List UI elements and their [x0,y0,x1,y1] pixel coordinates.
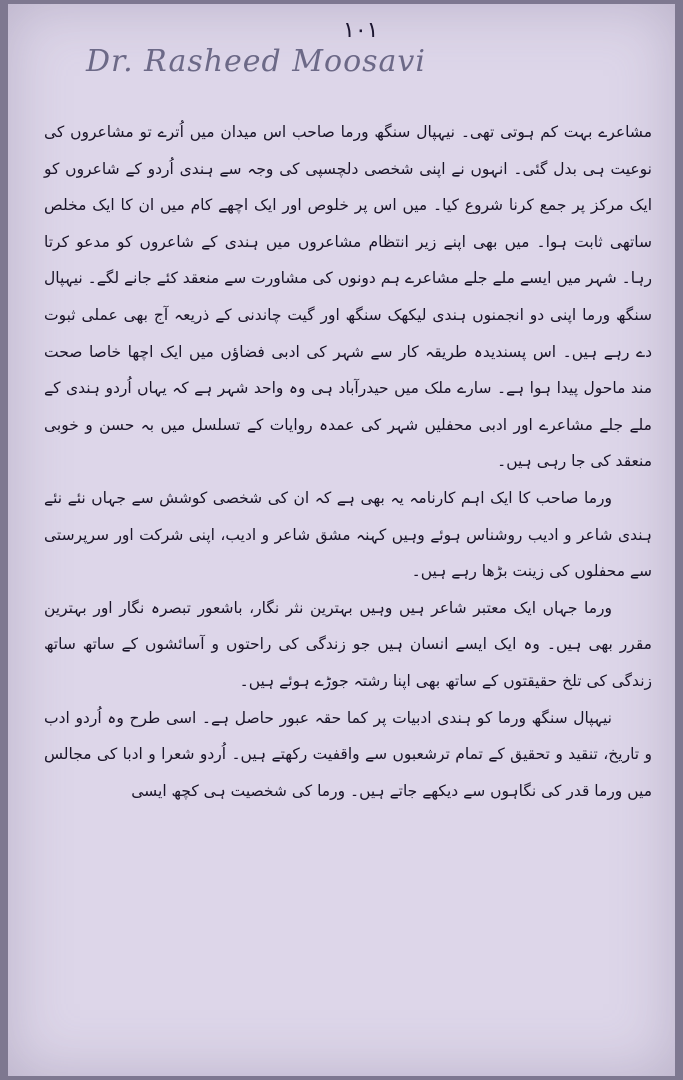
paragraph: ورما جہاں ایک معتبر شاعر ہیں وہیں بہترین نثر نگار، باشعور تبصرہ نگار اور بہترین مقرر بھی ہیں۔ وہ ایک ایسے انسان ہیں جو زندگی کی راحتوں و آسائشوں کے ساتھ ساتھ زندگی کی تلخ حقیقتوں کے ساتھ بھی اپنا رشتہ جوڑے ہوئے ہیں۔ [44,598,652,690]
body-text [44,114,652,809]
owner-stamp: Dr. Rasheed Moosavi [86,44,426,79]
paragraph: مشاعرے بہت کم ہوتی تھی۔ نیہپال سنگھ ورما صاحب اس میدان میں اُترے تو مشاعروں کی نوعیت ہی بدل گئی۔ انہوں نے اپنی شخصی دلچسپی کی وجہ سے ہندی اُردو کے شاعروں کو ایک مرکز پر جمع کرنا شروع کیا۔ میں اس پر خلوص اور ایک اچھے کام میں ان کا ایک مخلص ساتھی ثابت ہوا۔ میں بھی اپنے زیر انتظام مشاعروں میں ہندی کے شاعروں کو مدعو کرتا رہا۔ شہر میں ایسے ملے جلے مشاعرے ہم دونوں کی مشاورت سے منعقد کئے جانے لگے۔ نیہپال سنگھ ورما اپنی دو انجمنوں ہندی لیکھک سنگھ اور گیت چاندنی کے ذریعہ آج بھی عملی ثبوت دے رہے ہیں۔ اس پسندیدہ طریقہ کار سے شہر کی ادبی فضاؤں میں ایک اچھا خاصا صحت مند ماحول پیدا ہوا ہے۔ سارے ملک میں حیدرآباد ہی وہ واحد شہر ہے کہ یہاں اُردو ہندی کے ملے جلے مشاعرے اور ادبی محفلیں شہر کی عمدہ روایات کے تسلسل میں بہ حسن و خوبی منعقد کی جا رہی ہیں۔ [44,123,652,471]
page-number: ۱۰۱ [343,18,379,43]
paragraph: نیہپال سنگھ ورما کو ہندی ادبیات پر کما حقہ عبور حاصل ہے۔ اسی طرح وہ اُردو ادب و تاریخ، تنقید و تحقیق کے تمام ترشعبوں سے واقفیت رکھتے ہیں۔ اُردو شعرا و ادبا کی مجالس میں ورما قدر کی نگاہوں سے دیکھے جاتے ہیں۔ ورما کی شخصیت ہی کچھ ایسی [44,708,652,800]
paragraph: ورما صاحب کا ایک اہم کارنامہ یہ بھی ہے کہ ان کی شخصی کوشش سے جہاں نئے نئے ہندی شاعر و ادیب روشناس ہوئے وہیں کہنہ مشق شاعر و ادیب، اپنی شرکت اور سرپرستی سے محفلوں کی زینت بڑھا رہے ہیں۔ [44,488,652,581]
book-page [8,4,675,1076]
